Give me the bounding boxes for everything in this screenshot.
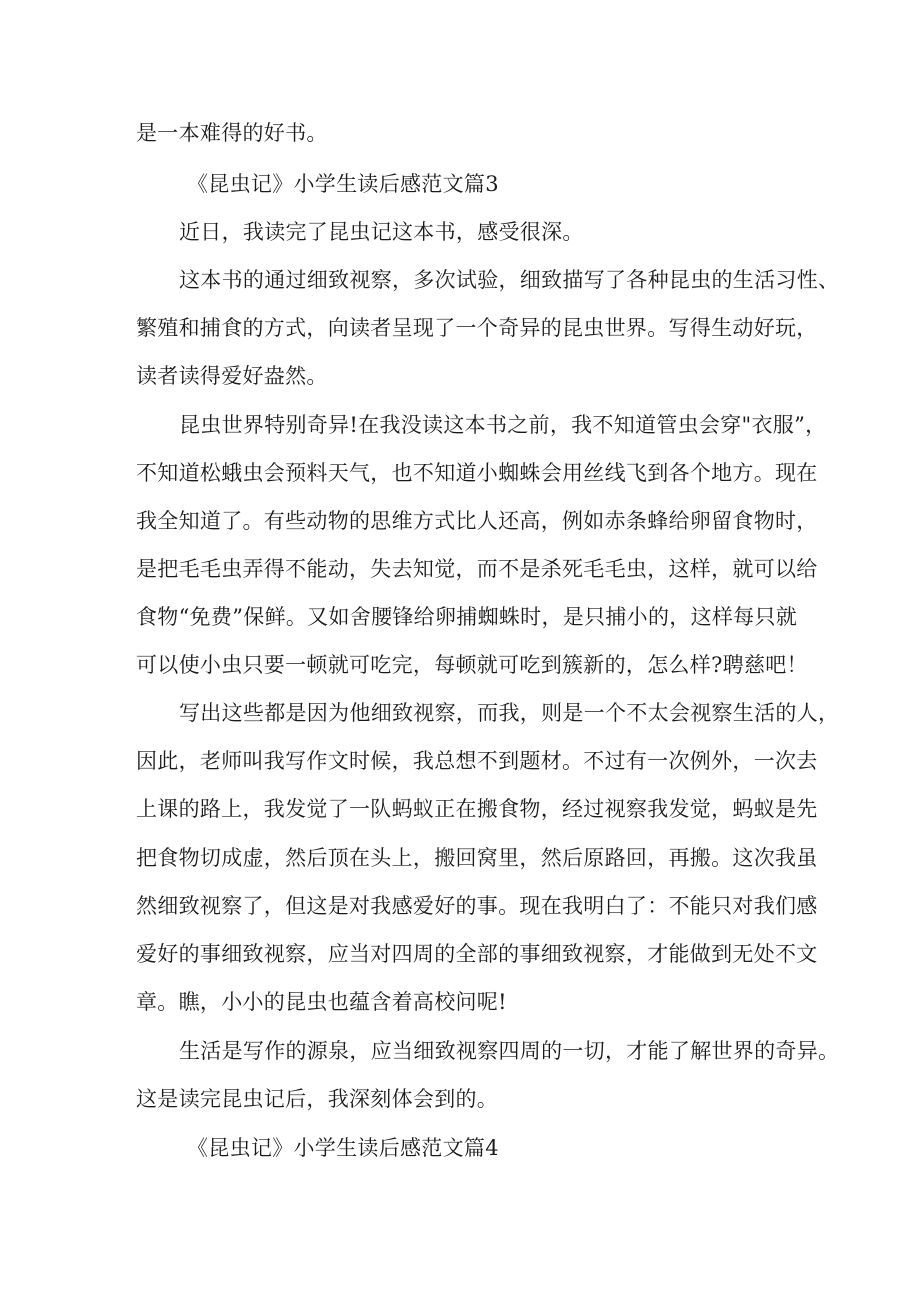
text-line: 繁殖和捕食的方式，向读者呈现了一个奇异的昆虫世界。写得生动好玩， bbox=[136, 316, 818, 340]
text-line: 是把毛毛虫弄得不能动，失去知觉，而不是杀死毛毛虫，这样，就可以给 bbox=[136, 557, 818, 581]
text-line: 章。瞧，小小的昆虫也蕴含着高校问呢! bbox=[136, 990, 507, 1014]
text-line: 这本书的通过细致视察，多次试验，细致描写了各种昆虫的生活习性、 bbox=[179, 268, 840, 292]
text-line: 因此，老师叫我写作文时候，我总想不到题材。不过有一次例外，一次去 bbox=[136, 749, 818, 773]
text-line: 把食物切成虚，然后顶在头上，搬回窝里，然后原路回，再搬。这次我虽 bbox=[136, 846, 818, 870]
text-line: 食物“免费”保鲜。又如舍腰锋给卵捕蜘蛛时，是只捕小的，这样每只就 bbox=[136, 605, 798, 629]
section-heading: 《昆虫记》小学生读后感范文篇3 bbox=[187, 172, 499, 196]
text-line: 爱好的事细致视察，应当对四周的全部的事细致视察，才能做到无处不文 bbox=[136, 942, 818, 966]
text-line: 上课的路上，我发觉了一队蚂蚁正在搬食物，经过视察我发觉，蚂蚁是先 bbox=[136, 797, 818, 821]
text-line: 可以使小虫只要一顿就可吃完，每顿就可吃到簇新的，怎么样?聘慈吧！ bbox=[136, 653, 808, 677]
section-heading: 《昆虫记》小学生读后感范文篇4 bbox=[187, 1136, 499, 1160]
text-line: 我全知道了。有些动物的思维方式比人还高，例如赤条蜂给卵留食物时， bbox=[136, 509, 818, 533]
text-line: 生活是写作的源泉，应当细致视察四周的一切，才能了解世界的奇异。 bbox=[179, 1039, 840, 1063]
text-line: 这是读完昆虫记后，我深刻体会到的。 bbox=[136, 1087, 499, 1111]
text-line: 是一本难得的好书。 bbox=[136, 121, 328, 145]
text-line: 读者读得爱好盎然。 bbox=[136, 364, 328, 388]
text-line: 近日，我读完了昆虫记这本书，感受很深。 bbox=[179, 220, 584, 244]
text-line: 昆虫世界特别奇异!在我没读这本书之前，我不知道管虫会穿"衣服”， bbox=[179, 413, 827, 437]
text-line: 写出这些都是因为他细致视察，而我，则是一个不太会视察生活的人， bbox=[179, 701, 840, 725]
text-line: 不知道松蛾虫会预料天气，也不知道小蜘蛛会用丝线飞到各个地方。现在 bbox=[136, 461, 818, 485]
text-line: 然细致视察了，但这是对我感爱好的事。现在我明白了：不能只对我们感 bbox=[136, 894, 818, 918]
